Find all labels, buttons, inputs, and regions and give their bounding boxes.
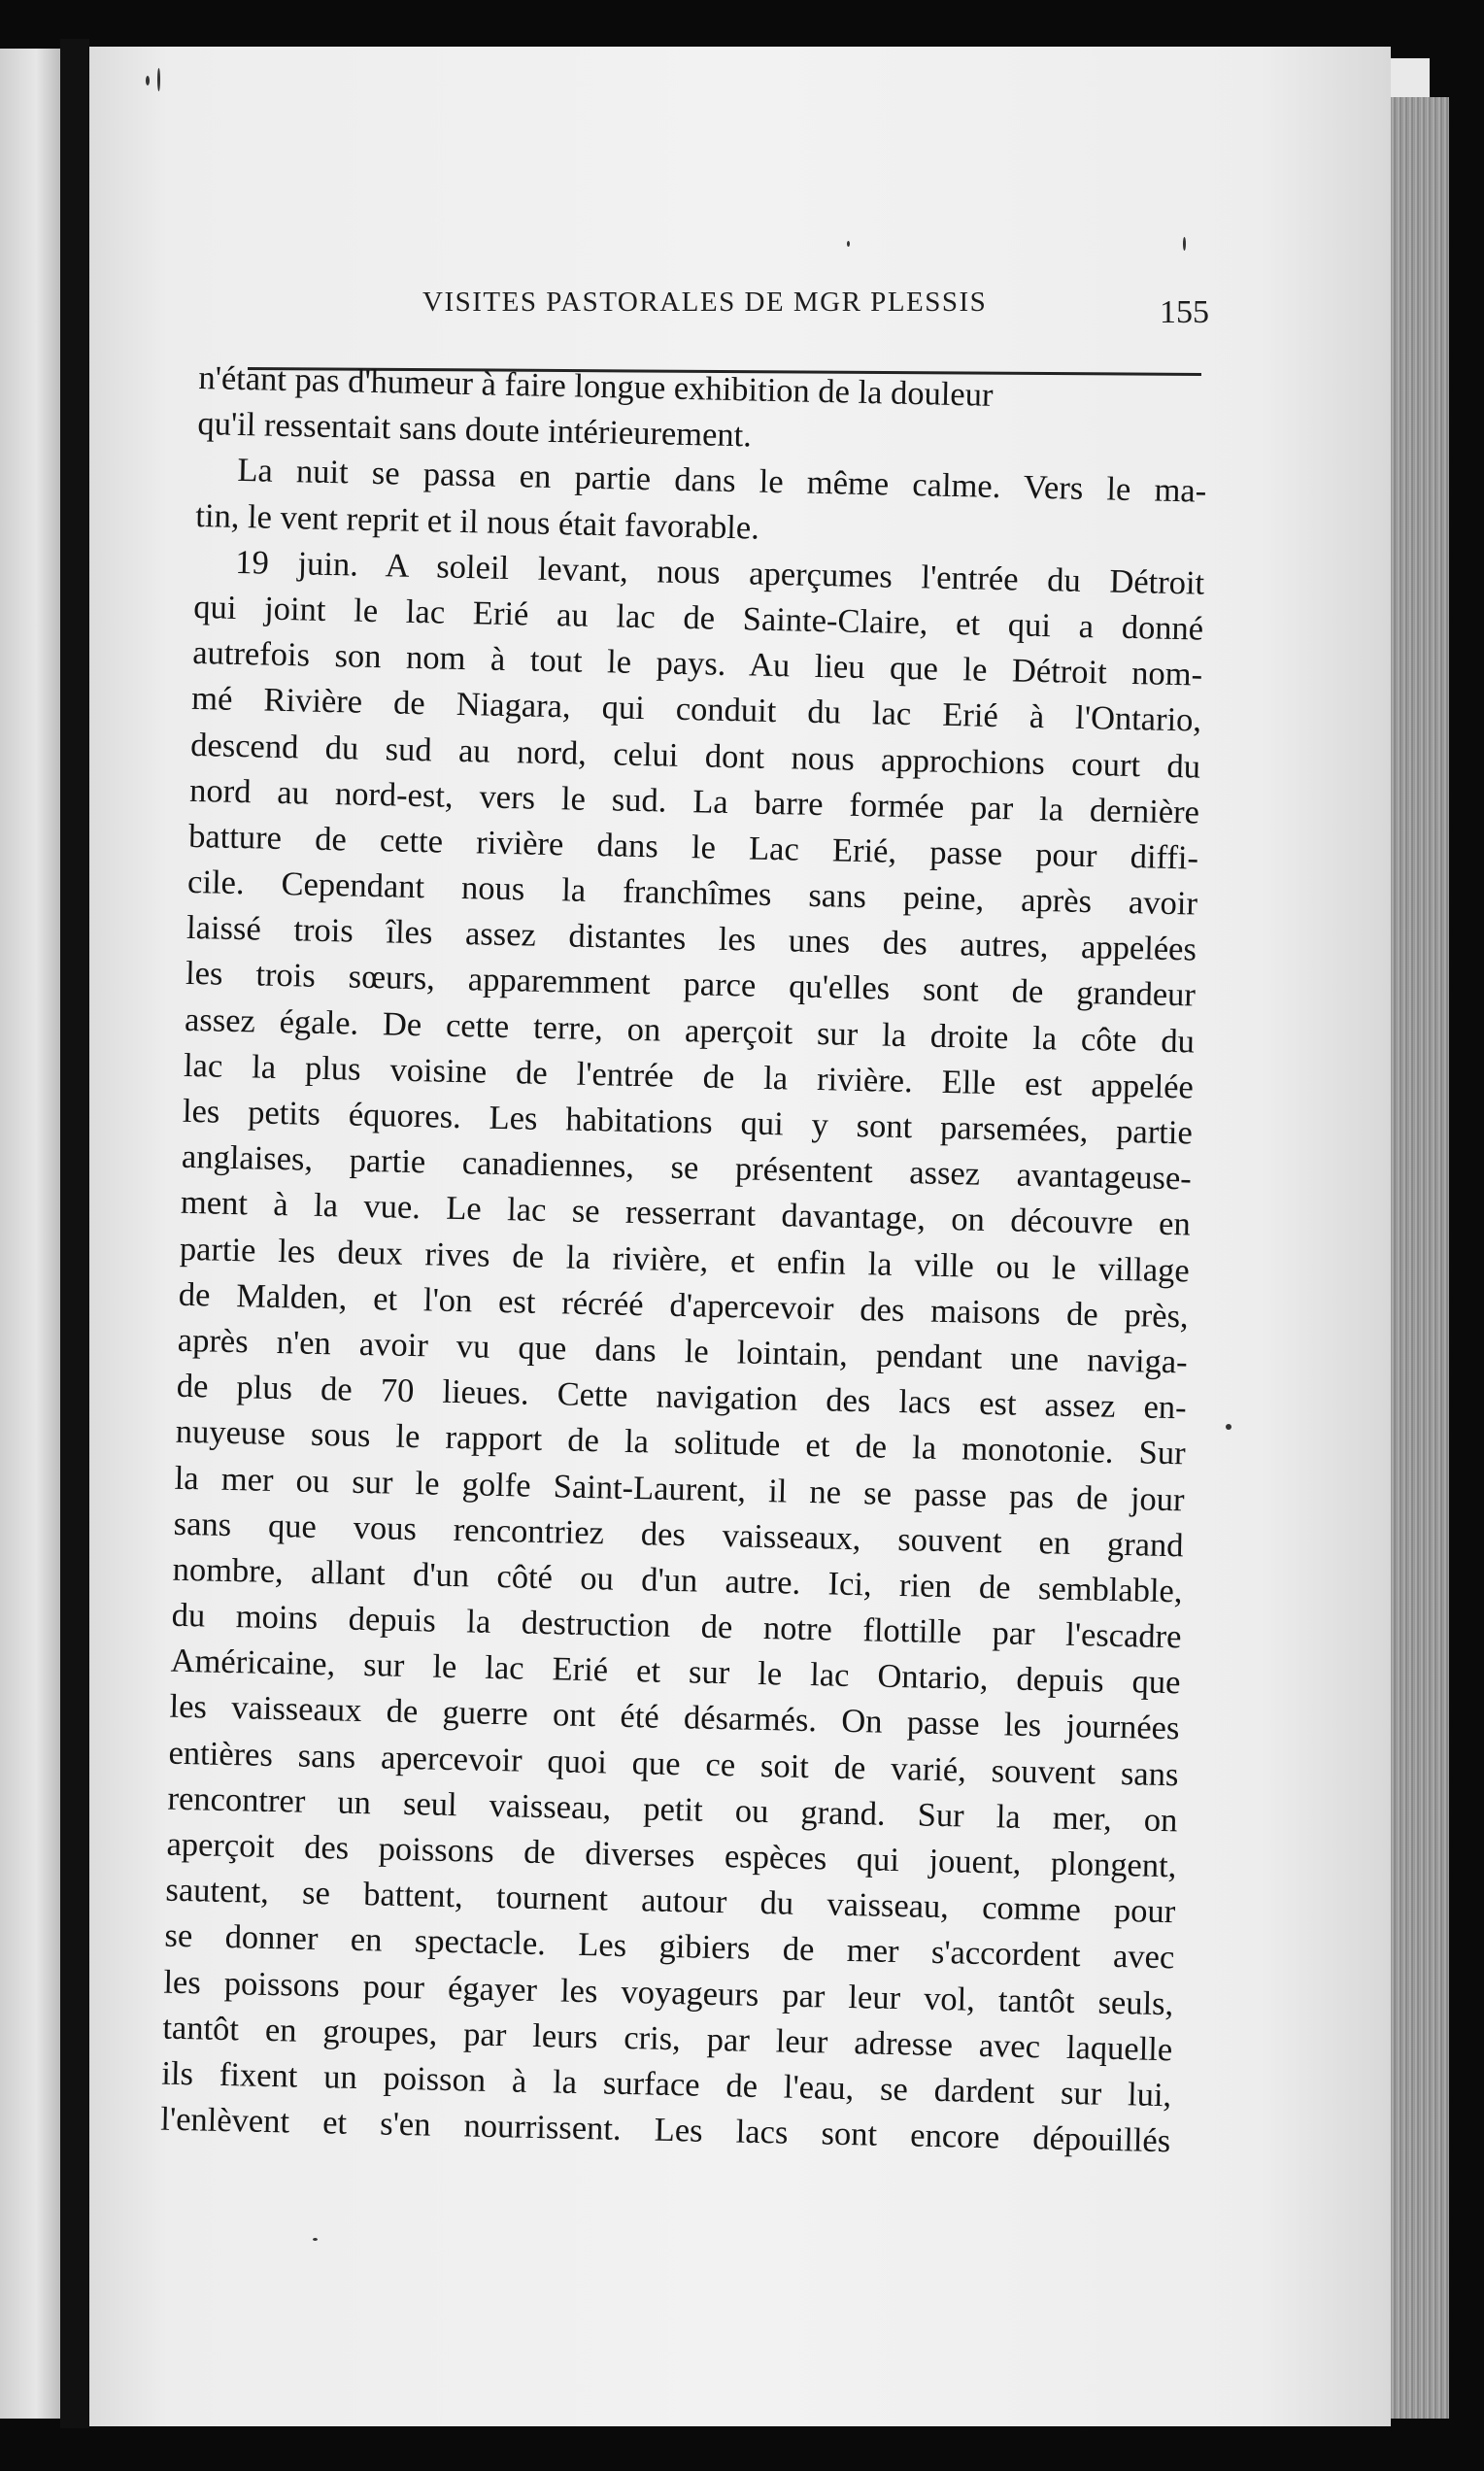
dust-speck <box>146 76 150 85</box>
running-head: VISITES PASTORALES DE MGR PLESSIS <box>422 287 988 318</box>
text-line: sans que vous rencontriez des vaisseaux, souvent en grand <box>173 1505 1184 1565</box>
text-line: ment à la vue. Le lac se resserrant davantage, on découvre en <box>180 1184 1192 1243</box>
previous-page-edge <box>0 49 60 2419</box>
text-line: anglaises, partie canadiennes, se présentent assez avantageuse- <box>181 1137 1193 1198</box>
text-line: sautent, se battent, tournent autour du vaisseau, comme pour <box>165 1871 1176 1931</box>
text-line: tantôt en groupes, par leurs cris, par leur adresse avec laquelle <box>162 2009 1173 2069</box>
text-line: qui joint le lac Erié au lac de Sainte-Claire, et qui a donné <box>192 588 1204 648</box>
text-line: les trois sœurs, apparemment parce qu'elles sont de grandeur <box>185 955 1197 1014</box>
text-line: les poissons pour égayer les voyageurs par leur vol, tantôt seuls, <box>163 1963 1174 2022</box>
text-line: la mer ou sur le golfe Saint-Laurent, il ne se passe pas de jour <box>174 1459 1185 1518</box>
dust-speck <box>157 68 160 91</box>
text-line: n'étant pas d'humeur à faire longue exhibition de la douleur <box>198 358 994 414</box>
text-line: nuyeuse sous le rapport de la solitude et de la monotonie. Sur <box>175 1413 1186 1472</box>
text-line: se donner en spectacle. Les gibiers de mer s'accordent avec <box>164 1916 1175 1977</box>
binding-gutter <box>60 39 89 2428</box>
page-number: 155 <box>1160 294 1209 330</box>
text-line: La nuit se passa en partie dans le même calme. Vers le ma- <box>237 452 1207 511</box>
text-line: tin, le vent reprit et il nous était favorable. <box>194 496 760 547</box>
page-header <box>248 287 1209 345</box>
text-line: aperçoit des poissons de diverses espèces qui jouent, plongent, <box>166 1825 1177 1885</box>
text-line: partie les deux rives de la rivière, et enfin la ville ou le village <box>179 1230 1191 1290</box>
dust-speck <box>313 2238 318 2241</box>
text-line: 19 juin. A soleil levant, nous aperçumes l'entrée du Détroit <box>234 543 1205 602</box>
dust-speck <box>1183 237 1186 251</box>
page-edge-stack <box>1391 97 1449 2419</box>
text-line: du moins depuis la destruction de notre flottille par l'escadre <box>171 1596 1182 1656</box>
text-line: qu'il ressentait sans doute intérieurement. <box>197 405 753 455</box>
text-line: Américaine, sur le lac Erié et sur le lac Ontario, depuis que <box>170 1642 1181 1702</box>
text-line: les vaisseaux de guerre ont été désarmés. On passe les journées <box>169 1688 1180 1747</box>
text-line: rencontrer un seul vaisseau, petit ou grand. Sur la mer, on <box>167 1779 1178 1840</box>
text-line: descend du sud au nord, celui dont nous approchions court du <box>189 726 1201 786</box>
body-text <box>160 355 1209 2165</box>
text-line: laissé trois îles assez distantes les unes des autres, appelées <box>186 909 1197 968</box>
text-line: assez égale. De cette terre, on aperçoit sur la droite la côte du <box>184 1000 1196 1061</box>
text-line: lac la plus voisine de l'entrée de la rivière. Elle est appelée <box>183 1046 1195 1106</box>
text-line: batture de cette rivière dans le Lac Erié, passe pour diffi- <box>187 817 1199 877</box>
text-line: ils fixent un poisson à la surface de l'eau, se dardent sur lui, <box>160 2054 1172 2115</box>
text-line: nombre, allant d'un côté ou d'un autre. Ici, rien de semblable, <box>172 1550 1183 1610</box>
text-line: les petits équores. Les habitations qui y sont parsemées, partie <box>182 1092 1194 1152</box>
text-line: nord au nord-est, vers le sud. La barre formée par la dernière <box>188 771 1200 831</box>
dust-speck <box>847 241 850 247</box>
text-line: autrefois son nom à tout le pays. Au lieu que le Détroit nom- <box>191 634 1203 694</box>
text-line: après n'en avoir vu que dans le lointain, pendant une naviga- <box>177 1321 1189 1381</box>
text-line: l'enlèvent et s'en nourrissent. Les lacs sont encore dépouillés <box>159 2100 1171 2160</box>
text-line: de Malden, et l'on est récréé d'apercevoir des maisons de près, <box>178 1275 1190 1336</box>
text-line: entières sans apercevoir quoi que ce soit de varié, souvent sans <box>168 1734 1179 1793</box>
text-line: de plus de 70 lieues. Cette navigation des lacs est assez en- <box>176 1367 1188 1427</box>
text-line: mé Rivière de Niagara, qui conduit du lac Erié à l'Ontario, <box>190 680 1202 739</box>
dust-speck <box>1226 1424 1231 1430</box>
text-line: cile. Cependant nous la franchîmes sans peine, après avoir <box>186 863 1198 923</box>
